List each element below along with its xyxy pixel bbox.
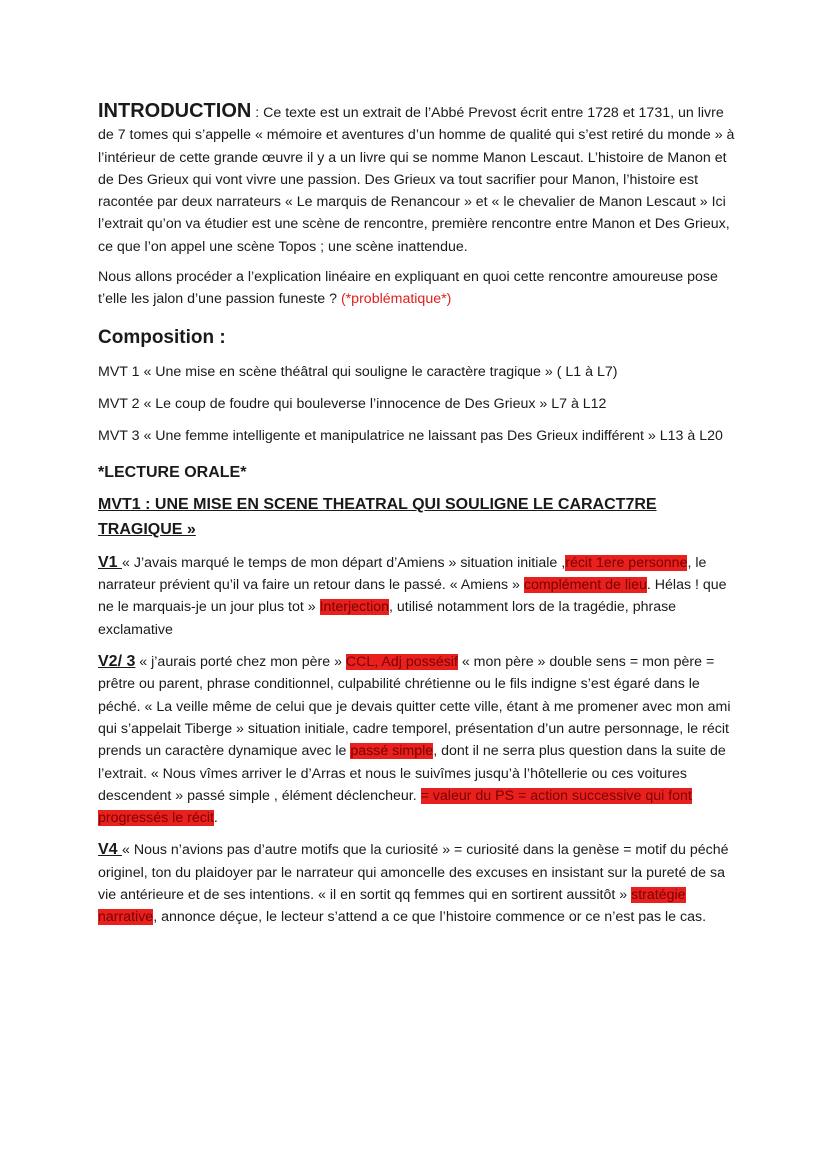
v1-text: . Hélas ! que ne le marquais-je un jour plus tot »: [98, 577, 727, 616]
v4-highlight: stratégie narrative: [98, 887, 686, 926]
problem-label: (*problématique*): [340, 291, 452, 308]
v1-highlight: complément de lieu: [523, 577, 647, 594]
v4-text: « Nous n’avions pas d’autre motifs que la curiosité » = curiosité dans la genèse = motif du péché originel, ton du plaidoyer par le narrateur qui amoncelle des excuses en insistant sur la pureté de sa vie antérieure et de ses intentions. « il en sortit qq femmes qui en sortirent aussitôt »: [98, 842, 729, 904]
intro-text: : Ce texte est un extrait de l’Abbé Prevost écrit entre 1728 et 1731, un livre de 7 tomes qui s’appelle « mémoire et aventures d’un homme de qualité qui s’est retiré du monde » à l’intérieur de cette grande œuvre il y a un livre qui se nomme Manon Lescaut. L’histoire de Manon et de Des Grieux qui vont vivre une passion. Des Grieux va tout sacrifier pour Manon, l’histoire est racontée par deux narrateurs « Le marquis de Renancour » et « le chevalier de Manon Lescaut » Ici l’extrait qu’on va étudier est une scène de rencontre, première rencontre entre Manon et Des Grieux, ce que l’on appel une scène Topos ; une scène inattendue.: [98, 105, 735, 255]
v1-highlight: récit 1ere personne: [565, 554, 688, 571]
v1-text: , utilisé notamment lors de la tragédie, phrase exclamative: [98, 599, 677, 638]
v23-text: « mon père » double sens = mon père = prêtre ou parent, phrase conditionnel, culpabilité chrétienne ou le fils indigne s’est égaré dans le péché. « La veille même de celui que je devais quitter cette ville, étant à me promener avec mon ami qui s’appelait Tiberge » situation initiale, cadre temporel, présentation d’un autre personnage, le récit prends un caractère dynamique avec le: [98, 654, 731, 760]
v4-text: , annonce déçue, le lecteur s’attend a ce que l’histoire commence or ce n’est pas le cas.: [153, 909, 707, 926]
document-page: [98, 100, 738, 939]
v23-text: .: [213, 810, 218, 827]
composition-item: MVT 1 « Une mise en scène théâtral qui souligne le caractère tragique » ( L1 à L7): [98, 363, 618, 380]
v4-label: V4: [98, 841, 123, 859]
v23-text: « j’aurais porté chez mon père »: [135, 654, 346, 671]
v23-text: , dont il ne serra plus question dans la suite de l’extrait. « Nous vîmes arriver le d’Arras et nous le suivîmes jusqu’à l’hôtellerie ou ces voitures descendent » passé simple , élément déclencheur.: [98, 743, 726, 804]
problem-text: Nous allons procéder a l’explication linéaire en expliquant en quoi cette rencontre amoureuse pose t’elle les jalon d’une passion funeste ?: [98, 269, 718, 308]
v23-label: V2/ 3: [98, 653, 136, 671]
v23-paragraph: [98, 651, 738, 829]
composition-item: MVT 2 « Le coup de foudre qui bouleverse l’innocence de Des Grieux » L7 à L12: [98, 395, 607, 412]
v23-highlight: CCL, Adj possésif: [345, 654, 458, 671]
v23-highlight: passé simple: [350, 743, 434, 760]
composition-title: Composition :: [98, 326, 226, 348]
intro-paragraph: [98, 100, 738, 258]
v23-highlight: = valeur du PS = action successive qui font progressés le récit: [98, 787, 692, 827]
v4-paragraph: [98, 839, 738, 928]
problem-paragraph: [98, 266, 738, 311]
v1-highlight: Interjection: [319, 599, 390, 616]
lecture-heading: *LECTURE ORALE*: [98, 463, 247, 481]
v1-paragraph: [98, 552, 738, 641]
v1-text: « J’avais marqué le temps de mon départ d’Amiens » situation initiale ,: [122, 554, 566, 571]
intro-heading: INTRODUCTION: [98, 100, 252, 122]
mvt1-title: MVT1 : UNE MISE EN SCENE THEATRAL QUI SOULIGNE LE CARACT7RE TRAGIQUE »: [98, 495, 657, 538]
v1-label: V1: [98, 553, 123, 571]
composition-item: MVT 3 « Une femme intelligente et manipulatrice ne laissant pas Des Grieux indifférent » L13 à L20: [98, 428, 723, 445]
v1-text: , le narrateur prévient qu’il va faire un retour dans le passé. « Amiens »: [98, 554, 707, 594]
